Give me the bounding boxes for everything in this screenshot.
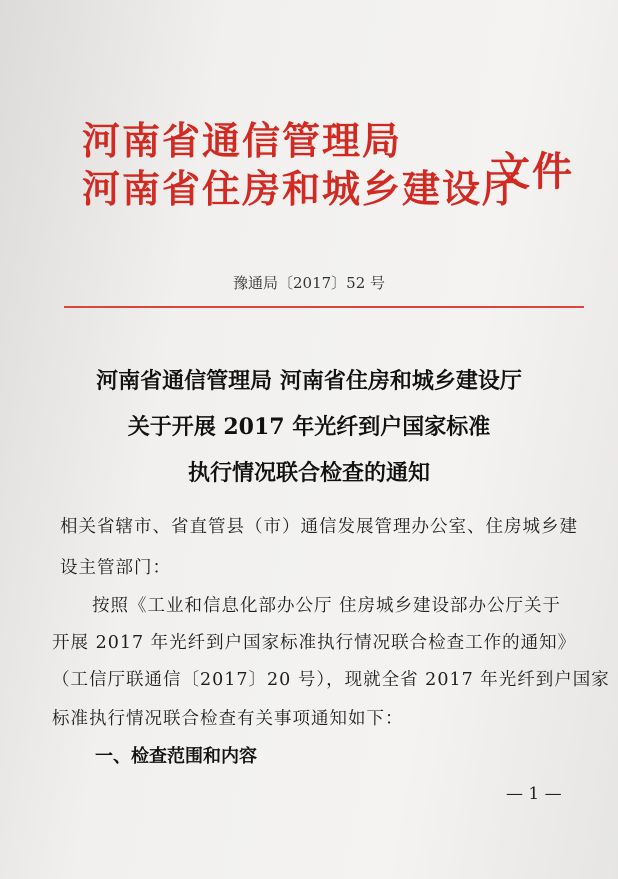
body-paragraph-line-4: 标准执行情况联合检查有关事项通知如下： — [52, 709, 404, 729]
notice-title-line-3: 执行情况联合检查的通知 — [187, 460, 430, 486]
body-paragraph-line-1: 按照《工业和信息化部办公厅 住房城乡建设部办公厅关于 — [92, 596, 562, 616]
section-heading: 一、检查范围和内容 — [95, 746, 257, 767]
notice-title-line-2: 关于开展 2017 年光纤到户国家标准 — [127, 414, 491, 440]
issuer-name-2: 河南省住房和城乡建设厅 — [82, 166, 523, 211]
addressee-line-2: 设主管部门： — [60, 558, 171, 578]
issuer-name-1: 河南省通信管理局 — [82, 118, 403, 163]
document-number: 豫通局〔2017〕52 号 — [232, 274, 386, 292]
notice-title-line-1: 河南省通信管理局 河南省住房和城乡建设厅 — [96, 368, 522, 394]
addressee-line-1: 相关省辖市、省直管县（市）通信发展管理办公室、住房城乡建 — [60, 517, 578, 537]
red-divider-line — [64, 306, 584, 308]
document-type-label: 文件 — [490, 148, 574, 195]
body-paragraph-line-3: （工信厅联通信〔2017〕20 号），现就全省 2017 年光纤到户国家 — [52, 670, 610, 690]
body-paragraph-line-2: 开展 2017 年光纤到户国家标准执行情况联合检查工作的通知》 — [52, 633, 577, 653]
page-number: — 1 — — [506, 784, 562, 804]
